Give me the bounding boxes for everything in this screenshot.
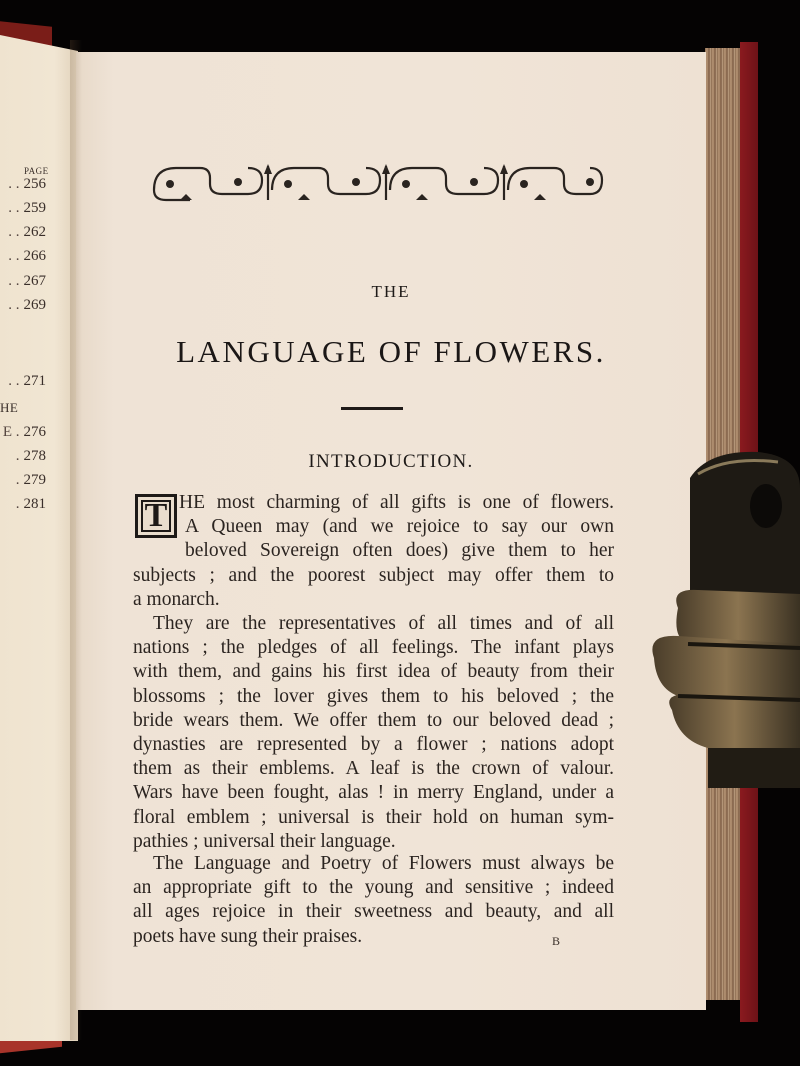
toc-entry — [0, 200, 46, 217]
text-line: blossoms ; the lover gives them to his beloved ; the — [133, 685, 614, 707]
toc-leader: . — [15, 496, 20, 512]
toc-entry — [0, 297, 46, 314]
toc-leader: . . — [8, 297, 20, 313]
text-line: subjects ; and the poorest subject may offer them to — [133, 564, 614, 586]
toc-entry — [0, 248, 46, 265]
paragraph-3 — [133, 852, 614, 949]
gutter-shadow — [70, 40, 82, 1040]
text-line: HE most charming of all gifts is one of flowers. — [179, 492, 614, 513]
paragraph-2 — [133, 612, 614, 854]
toc-page-number: 269 — [23, 297, 46, 313]
toc-leader: . . — [8, 200, 20, 216]
drop-cap-letter: T — [138, 497, 174, 535]
text-line: with them, and gains his first idea of beauty from their — [133, 661, 614, 683]
toc-leader: . . — [8, 248, 20, 264]
title-divider — [341, 407, 403, 410]
bronze-page-clip-icon — [648, 448, 800, 788]
toc-page-number: 267 — [23, 273, 46, 289]
toc-page-number: 259 — [23, 200, 46, 216]
text-line: They are the representatives of all times and of all — [153, 613, 614, 634]
toc-page-number: 279 — [23, 472, 46, 488]
toc-entry — [0, 424, 46, 441]
toc-page-number: 256 — [23, 176, 46, 192]
toc-entry — [0, 273, 46, 290]
toc-page-number: 262 — [23, 224, 46, 240]
toc-leader: . . — [8, 176, 20, 192]
toc-entry — [0, 448, 46, 465]
toc-entry — [0, 224, 46, 241]
text-line: dynasties are represented by a flower ; nations adopt — [133, 734, 614, 756]
text-line: poets have sung their praises. — [133, 925, 363, 947]
toc-page-number: 278 — [23, 448, 46, 464]
toc-page-number: 281 — [23, 496, 46, 512]
toc-leader: . . — [8, 273, 20, 289]
text-line: them as their emblems. A leaf is the crown of valour. — [133, 758, 614, 780]
page-title: LANGUAGE OF FLOWERS. — [176, 334, 606, 369]
toc-leader: . . — [8, 373, 20, 389]
text-line: pathies ; universal their language. — [133, 830, 396, 852]
text-line: an appropriate gift to the young and sensitive ; indeed — [133, 877, 614, 899]
title-article: THE — [371, 282, 411, 301]
toc-leader: . — [15, 472, 20, 488]
section-heading: INTRODUCTION. — [308, 451, 474, 472]
text-line: bride wears them. We offer them to our beloved dead ; — [133, 709, 614, 731]
text-line: beloved Sovereign often does) give them to her — [185, 540, 614, 562]
signature-mark: B — [552, 934, 561, 948]
text-line: A Queen may (and we rejoice to say our own — [185, 516, 614, 538]
text-line: Wars have been fought, alas ! in merry England, under a — [133, 782, 614, 804]
toc-entry — [0, 496, 46, 513]
toc-entry — [0, 472, 46, 489]
text-line: The Language and Poetry of Flowers must always be — [153, 853, 614, 874]
toc-page-number: 266 — [23, 248, 46, 264]
toc-leader: . — [15, 448, 20, 464]
toc-page-number: 271 — [23, 373, 46, 389]
toc-column-header: PAGE — [24, 166, 49, 176]
toc-leader: . . — [8, 224, 20, 240]
paragraph-1 — [133, 491, 614, 612]
text-line: floral emblem ; universal is their hold on human sym- — [133, 806, 614, 828]
toc-entry — [0, 373, 46, 390]
toc-entry — [0, 176, 46, 193]
toc-fragment-text: HE — [0, 400, 19, 415]
text-line: nations ; the pledges of all feelings. The infant plays — [133, 637, 614, 659]
ornamental-headpiece-icon — [150, 160, 606, 206]
toc-page-number: 276 — [23, 424, 46, 440]
toc-leader: E . — [2, 424, 20, 440]
text-line: all ages rejoice in their sweetness and beauty, and all — [133, 901, 614, 923]
text-line: a monarch. — [133, 588, 220, 610]
